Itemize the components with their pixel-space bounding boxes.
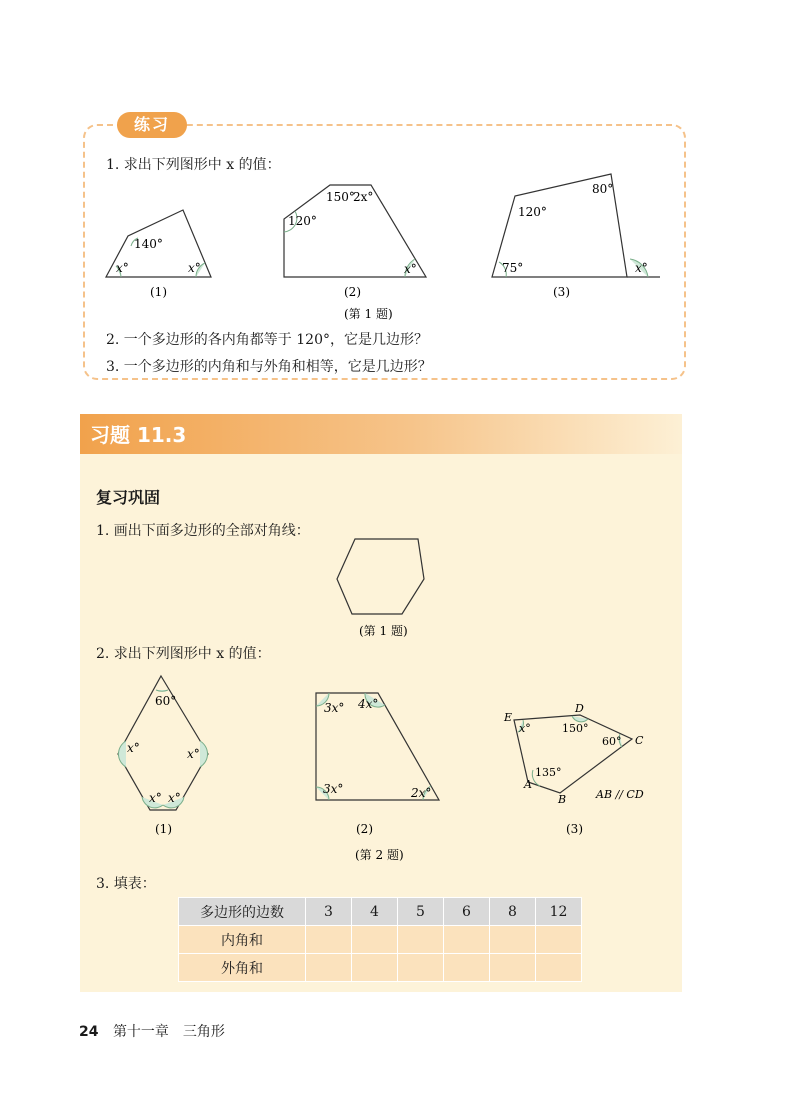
table-cell xyxy=(398,926,444,954)
table-header-cell: 6 xyxy=(444,898,490,926)
table-header-cell: 5 xyxy=(398,898,444,926)
ex-fig1-caption: (1) xyxy=(155,822,172,836)
table-cell xyxy=(444,926,490,954)
table-cell xyxy=(398,954,444,982)
practice-fig3-angle-bottom-left: 75° xyxy=(502,261,524,275)
table-header-cell: 8 xyxy=(490,898,536,926)
ex-fig2-angle-bottom-left: 3x° xyxy=(323,782,344,796)
practice-question-2: 2. 一个多边形的各内角都等于 120°，它是几边形？ xyxy=(106,332,428,348)
section-heading: 复习巩固 xyxy=(96,488,161,507)
ex-fig1-angle-right: x° xyxy=(187,747,200,761)
chapter-title: 第十一章 三角形 xyxy=(112,1024,225,1040)
practice-fig2-angle-top-left: 150° xyxy=(326,190,355,204)
exercise-title: 习题 11.3 xyxy=(90,423,187,447)
practice-question-3: 3. 一个多边形的内角和与外角和相等，它是几边形？ xyxy=(106,359,432,375)
ex-fig3-angle-e: x° xyxy=(519,722,531,735)
table-cell xyxy=(536,926,582,954)
practice-figure-caption: (第 1 题) xyxy=(344,307,393,321)
ex-fig3-angle-c: 60° xyxy=(602,735,622,748)
ex-fig3-angle-a: 135° xyxy=(535,766,562,779)
ex-fig3-label-e: E xyxy=(504,711,513,724)
practice-fig1-angle-left: x° xyxy=(116,261,129,275)
practice-fig3-angle-left-upper: 120° xyxy=(518,205,547,219)
ex-fig1-angle-left: x° xyxy=(127,741,140,755)
table-cell xyxy=(352,954,398,982)
practice-fig3-angle-top: 80° xyxy=(592,182,614,196)
table-row xyxy=(179,954,582,982)
ex-fig2-caption: (2) xyxy=(356,822,373,836)
ex-fig3-angle-d: 150° xyxy=(562,722,589,735)
practice-fig3-caption: (3) xyxy=(553,285,570,299)
table-cell xyxy=(306,954,352,982)
practice-fig1-caption: (1) xyxy=(150,285,167,299)
exercise-question-3: 3. 填表： xyxy=(96,876,156,892)
page-number: 24 xyxy=(79,1024,99,1040)
practice-fig2-caption: (2) xyxy=(344,285,361,299)
q1-figure-caption: (第 1 题) xyxy=(359,624,408,638)
ex-fig3-label-b: B xyxy=(558,793,567,806)
ex-fig3-label-a: A xyxy=(524,778,532,791)
table-header-cell: 12 xyxy=(536,898,582,926)
table-header-row xyxy=(179,898,582,926)
ex-fig2-angle-bottom-right: 2x° xyxy=(411,786,432,800)
table-header-cell: 3 xyxy=(306,898,352,926)
ex-fig1-angle-top: 60° xyxy=(155,694,177,708)
table-cell xyxy=(306,926,352,954)
table-header-cell: 多边形的边数 xyxy=(179,898,306,926)
table-cell xyxy=(352,926,398,954)
q2-figure-caption: (第 2 题) xyxy=(355,848,404,862)
practice-fig1-angle-top: 140° xyxy=(134,237,163,251)
practice-fig2-angle-left: 120° xyxy=(288,214,317,228)
exercise-question-2: 2. 求出下列图形中 x 的值： xyxy=(96,646,271,662)
exercise-question-1: 1. 画出下面多边形的全部对角线： xyxy=(96,523,310,539)
ex-fig3-label-c: C xyxy=(635,734,644,747)
table-cell xyxy=(444,954,490,982)
practice-question-1: 1. 求出下列图形中 x 的值： xyxy=(106,157,281,173)
ex-fig3-note: AB // CD xyxy=(596,788,644,801)
practice-fig3-angle-exterior: x° xyxy=(635,261,648,275)
ex-fig1-angle-bottom-right: x° xyxy=(168,791,181,805)
page-footer xyxy=(79,1021,225,1041)
table-row-label: 外角和 xyxy=(179,954,306,982)
ex-fig2-angle-top-right: 4x° xyxy=(358,697,379,711)
hexagon-figure xyxy=(337,539,424,614)
ex-fig2-angle-top-left: 3x° xyxy=(324,701,345,715)
ex-fig1-angle-bottom-left: x° xyxy=(149,791,162,805)
practice-fig2-angle-top-right: 2x° xyxy=(353,190,374,204)
table-cell xyxy=(490,954,536,982)
table-cell xyxy=(490,926,536,954)
table-row-label: 内角和 xyxy=(179,926,306,954)
practice-fig2-angle-bottom-right: x° xyxy=(404,262,417,276)
exercise-figures xyxy=(0,450,800,870)
ex-fig3-label-d: D xyxy=(575,702,584,715)
ex-fig3-caption: (3) xyxy=(566,822,583,836)
table-row xyxy=(179,926,582,954)
fill-table xyxy=(178,897,582,982)
table-header-cell: 4 xyxy=(352,898,398,926)
practice-fig1-angle-right: x° xyxy=(188,261,201,275)
practice-tag: 练习 xyxy=(117,112,187,138)
table-cell xyxy=(536,954,582,982)
